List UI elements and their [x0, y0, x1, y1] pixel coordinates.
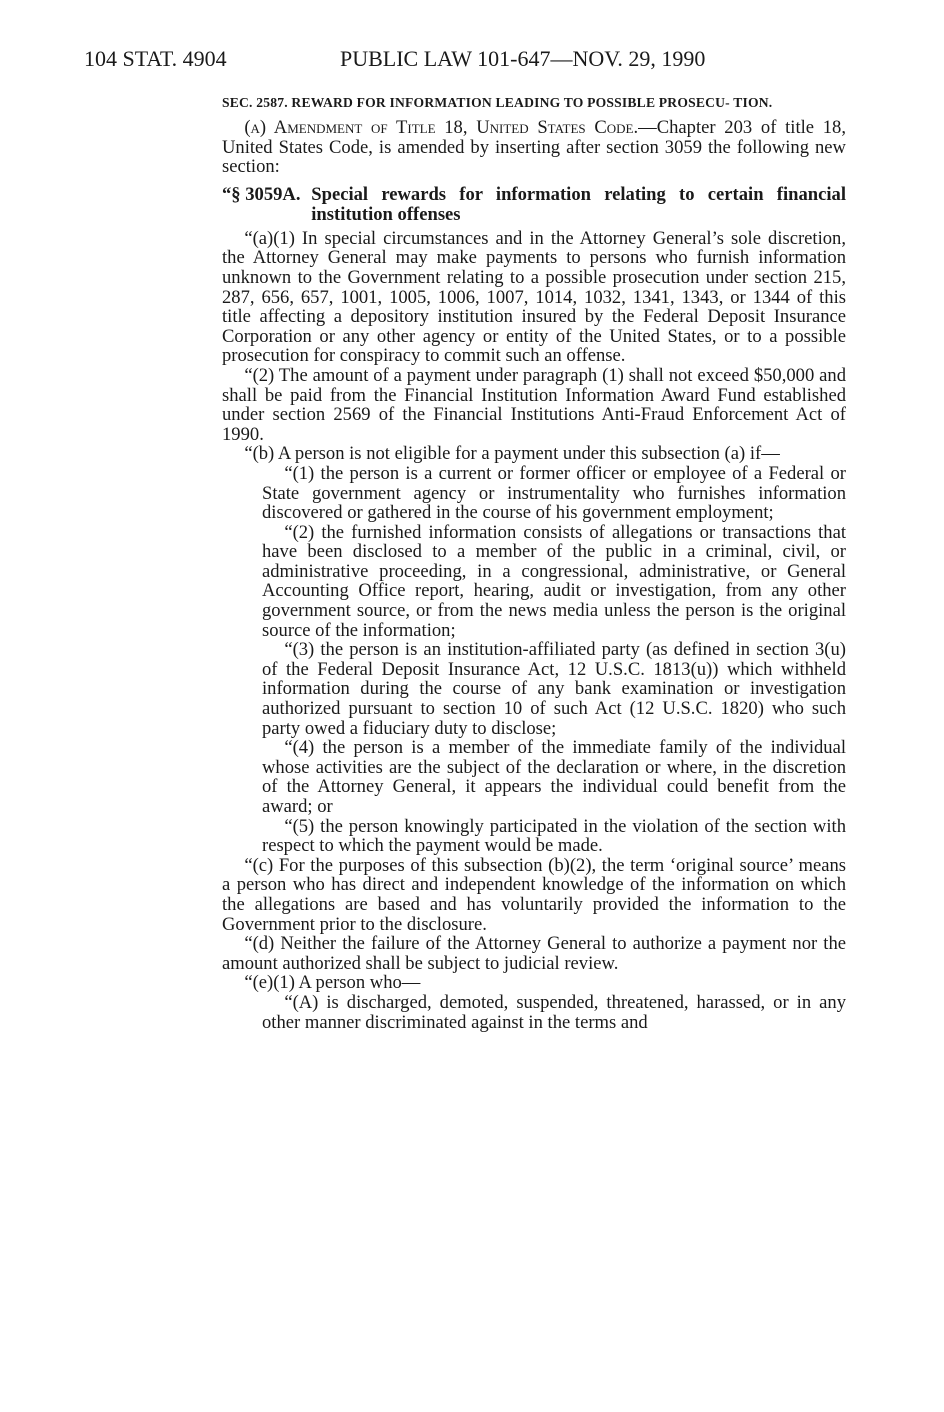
- paragraph-c: “(c) For the purposes of this subsection (b)(2), the term ‘original source’ means a person who has direct and independent knowledge of the information on which the allegations are based and has voluntarily provided the information to the Government prior to the disclosure.: [222, 854, 846, 935]
- amendment-text: —Chapter 203 of title 18, United States Code, is amended by inserting after section 3059 the following new section:: [222, 117, 846, 178]
- page-header: [84, 46, 864, 76]
- paragraph-b3: “(3) the person is an institution-affiliated party (as defined in section 3(u) of the Federal Deposit Insurance Act, 12 U.S.C. 1813(u)) which withheld information during the course of any bank examination or investigation authorized pursuant to section 10 of such Act (12 U.S.C. 1820) who such party owed a fiduciary duty to disclose;: [262, 639, 846, 739]
- paragraph-b4: “(4) the person is a member of the immediate family of the individual whose activities are the subject of the declaration or where, in the discretion of the Attorney General, it appears the individual could benefit from the award; or: [262, 737, 846, 817]
- paragraph-b: “(b) A person is not eligible for a payment under this subsection (a) if—: [244, 443, 780, 465]
- paragraph-b2: “(2) the furnished information consists of allegations or transactions that have been disclosed to a member of the public in a criminal, civil, or administrative proceeding, in a congressional, administrative, or General Accounting Office report, hearing, audit or investigation, from any other government source, or from the news media unless the person is the original source of the information;: [262, 521, 846, 641]
- amendment-label: (a) Amendment of Title 18, United States Code.: [244, 117, 639, 138]
- paragraph-b1: “(1) the person is a current or former officer or employee of a Federal or State government agency or instrumentality who furnishes information discovered or gathered in the course of his government employment;: [262, 462, 846, 524]
- stat-page-number: 104 STAT. 4904: [84, 46, 227, 71]
- paragraph-eA: “(A) is discharged, demoted, suspended, threatened, harassed, or in any other manner discriminated against in the terms and: [262, 991, 846, 1033]
- law-title: PUBLIC LAW 101-647—NOV. 29, 1990: [340, 46, 706, 71]
- section-heading: SEC. 2587. REWARD FOR INFORMATION LEADING TO POSSIBLE PROSECU- TION.: [222, 95, 773, 110]
- new-section-title: Special rewards for information relating to certain financial institution offenses: [311, 183, 846, 225]
- paragraph-a1: “(a)(1) In special circumstances and in the Attorney General’s sole discretion, the Attorney General may make payments to persons who furnish information unknown to the Government relating to a possible prosecution under section 215, 287, 656, 657, 1001, 1005, 1006, 1007, 1014, 1032, 1341, 1343, or 1344 of this title affecting a depository institution insured by the Federal Deposit Insurance Corporation or any other agency or entity of the United States, or to a possible prosecution for conspiracy to commit such an offense.: [222, 227, 846, 367]
- amendment-paragraph: [222, 118, 846, 177]
- new-section-number: “§ 3059A.: [222, 183, 301, 205]
- new-section-heading: [222, 185, 846, 225]
- paragraph-b5: “(5) the person knowingly participated in the violation of the section with respect to which the payment would be made.: [262, 815, 846, 857]
- paragraph-a2: “(2) The amount of a payment under paragraph (1) shall not exceed $50,000 and shall be paid from the Financial Institution Information Award Fund established under section 2569 of the Financial Institutions Anti-Fraud Enforcement Act of 1990.: [222, 364, 846, 445]
- paragraph-d: “(d) Neither the failure of the Attorney General to authorize a payment nor the amount authorized shall be subject to judicial review.: [222, 933, 846, 974]
- document-body: [222, 93, 846, 1032]
- paragraph-e1: “(e)(1) A person who—: [244, 972, 421, 994]
